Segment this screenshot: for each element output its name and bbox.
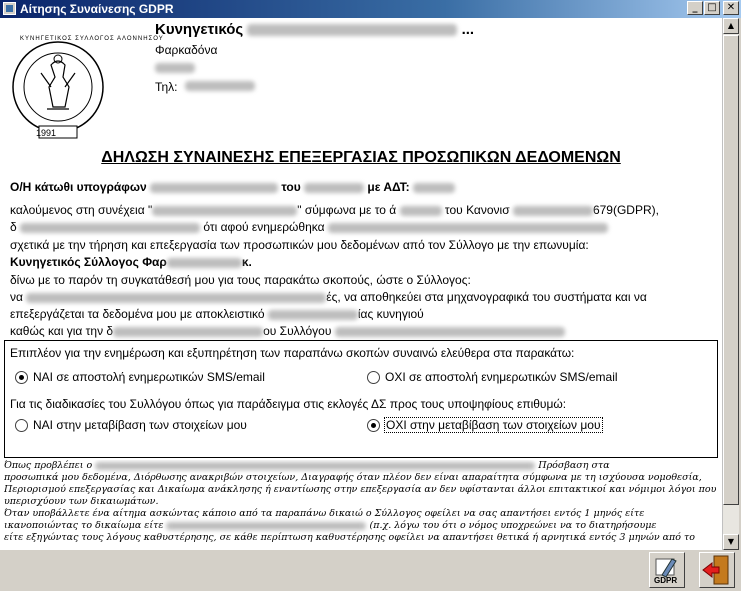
- maximize-button[interactable]: □: [704, 1, 720, 15]
- body-line-9: [10, 324, 565, 338]
- id-label: με ΑΔΤ:: [367, 180, 410, 194]
- text: ότι αφού ενημερώθηκα: [203, 220, 325, 234]
- gdpr-button[interactable]: [649, 552, 685, 588]
- gdpr-button-label: GDPR: [654, 576, 678, 585]
- father-label: του: [281, 180, 301, 194]
- org-name-end: ...: [461, 21, 475, 38]
- text: καθώς και για την δ: [10, 324, 114, 338]
- redacted: [166, 522, 366, 530]
- org-full-name-line: [10, 255, 252, 269]
- document-heading: ΔΗΛΩΣΗ ΣΥΝΑΙΝΕΣΗΣ ΕΠΕΞΕΡΓΑΣΙΑΣ ΠΡΟΣΩΠΙΚΩΝ ΔΕΔΟΜΕΝΩΝ: [101, 149, 621, 166]
- body-line-2: [10, 203, 659, 217]
- fine-line: [4, 508, 718, 520]
- body-line-8: [10, 307, 424, 321]
- transfer-yes-label[interactable]: ΝΑΙ στην μεταβίβαση των στοιχείων μου: [33, 418, 247, 432]
- redacted: [304, 183, 364, 193]
- text: ικανοποιώντας το δικαίωμα είτε: [4, 520, 164, 531]
- declarant-label: Ο/Η κάτωθι υπογράφων: [10, 180, 147, 194]
- org-name-line: [155, 21, 474, 38]
- fine-line: Περιορισμού επεξεργασίας και Δικαίωμα ανάκλησης ή εναντίωσης στην επεξεργασία αν δεν υφίστανται άλλοι επιτακτικοί και νόμιμοι λόγοι που: [4, 484, 717, 495]
- text: ές, να αποθηκεύει στα μηχανογραφικά του συστήματα και να: [326, 290, 647, 304]
- body-line-4: σχετικά με την τήρηση και επεξεργασία των προσωπικών μου δεδομένων από τον Σύλλογο με την επωνυμία:: [10, 238, 589, 252]
- redacted: [167, 258, 242, 268]
- redacted: [185, 81, 255, 91]
- redacted: [413, 183, 455, 193]
- redacted: [20, 223, 200, 233]
- minimize-button[interactable]: _: [687, 1, 703, 15]
- scroll-thumb[interactable]: [723, 35, 739, 505]
- sms-yes-radio[interactable]: [15, 371, 28, 384]
- text: του Κανονισ: [444, 203, 510, 217]
- redacted: [268, 310, 358, 320]
- document-area: [0, 18, 722, 550]
- body-line-6: δίνω με το παρόν τη συγκατάθεσή μου για τους παρακάτω σκοπούς, ώστε ο Σύλλογος:: [10, 273, 471, 287]
- fine-line: [4, 520, 718, 532]
- bottom-toolbar: [0, 550, 741, 591]
- scroll-up-button[interactable]: ▲: [723, 18, 739, 34]
- sms-no-label[interactable]: ΟΧΙ σε αποστολή ενημερωτικών SMS/email: [385, 370, 618, 384]
- redacted: [152, 206, 297, 216]
- text: Όταν υποβάλλετε ένα αίτημα ασκώντας κάποιο από τα παραπάνω δικαιώ: [4, 508, 363, 519]
- seal-ring-text: ΚΥΝΗΓΕΤΙΚΟΣ ΣΥΛΛΟΓΟΣ ΑΛΟΝΝΗΣΟΥ: [20, 36, 164, 42]
- app-icon: [3, 2, 16, 15]
- fine-line: προσωπικά μου δεδομένα, Διόρθωσης ανακριβών στοιχείων, Διαγραφής όταν πλέον δεν είναι απαραίτητα σύμφωνα με τη ισχύουσα νομοθεσία,: [4, 472, 702, 483]
- redacted: [26, 293, 326, 303]
- consent-box: [4, 340, 718, 458]
- text: ου Συλλόγου: [263, 324, 332, 338]
- org-name: Κυνηγετικός: [155, 21, 244, 38]
- text: δ: [10, 220, 17, 234]
- redacted: [247, 24, 457, 36]
- redacted: [95, 462, 535, 470]
- redacted: [113, 327, 263, 337]
- body-line-7: [10, 290, 647, 304]
- text: καλούμενος στη συνέχεια ": [10, 203, 153, 217]
- text: Πρόσβαση στα: [538, 460, 610, 471]
- close-button[interactable]: ✕: [723, 1, 739, 15]
- text: να: [10, 290, 23, 304]
- fine-line: υπερισχύουν των δικαιωμάτων.: [4, 496, 159, 507]
- seal-year: 1991: [36, 128, 57, 138]
- redacted: [335, 327, 565, 337]
- scroll-down-button[interactable]: ▼: [723, 534, 739, 550]
- transfer-question: Για τις διαδικασίες του Συλλόγου όπως για παράδειγμα στις εκλογές ΔΣ προς τους υποψηφίους επιθυμώ:: [10, 397, 567, 411]
- text: Όπως προβλέπει ο: [4, 460, 93, 471]
- sms-yes-label[interactable]: ΝΑΙ σε αποστολή ενημερωτικών SMS/email: [33, 370, 265, 384]
- transfer-no-label[interactable]: ΟΧΙ στην μεταβίβαση των στοιχείων μου: [386, 418, 601, 432]
- redacted: [400, 206, 442, 216]
- text: Κυνηγετικός Σύλλογος Φαρ: [10, 255, 167, 269]
- declarant-line: [10, 180, 455, 194]
- transfer-yes-radio[interactable]: [15, 419, 28, 432]
- org-phone-label: Τηλ:: [155, 80, 178, 94]
- vertical-scrollbar[interactable]: [722, 18, 739, 550]
- exit-button[interactable]: [699, 552, 735, 588]
- redacted: [150, 183, 278, 193]
- text: 679(GDPR),: [592, 203, 659, 217]
- redacted: [155, 63, 195, 73]
- redacted: [328, 223, 608, 233]
- text: ίας κυνηγιού: [357, 307, 424, 321]
- body-line-3: [10, 220, 608, 234]
- rights-fine-print: [4, 460, 718, 550]
- club-seal-logo: [11, 27, 106, 139]
- redacted: [513, 206, 593, 216]
- transfer-no-radio[interactable]: [367, 419, 380, 432]
- text: κ.: [241, 255, 252, 269]
- org-city: Φαρκαδόνα: [155, 43, 218, 57]
- text: ο Σύλλογος οφείλει να σας απαντήσει εντός 1 μηνός είτε: [365, 508, 645, 519]
- window-title: Αίτησης Συναίνεσης GDPR: [20, 2, 174, 16]
- fine-line: [4, 460, 718, 472]
- text: " σύμφωνα με το ά: [297, 203, 397, 217]
- text: (π.χ. λόγω του ότι ο νόμος υποχρεώνει να το διατηρήσουμε: [369, 520, 657, 531]
- fine-line: είτε εξηγώντας τους λόγους καθυστέρησης, σε κάθε περίπτωση καθυστέρησης οφείλει να απαντήσει θετικά ή αρνητικά εντός 3 μηνών από το: [4, 532, 695, 543]
- sms-question: Επιπλέον για την ενημέρωση και εξυπηρέτηση των παραπάνω σκοπών συναινώ ελεύθερα στα παρακάτω:: [10, 346, 575, 360]
- exit-door-icon: [700, 553, 734, 587]
- text: επεξεργάζεται τα δεδομένα μου με αποκλειστικό: [10, 307, 265, 321]
- window-titlebar[interactable]: [0, 0, 741, 18]
- sms-no-radio[interactable]: [367, 371, 380, 384]
